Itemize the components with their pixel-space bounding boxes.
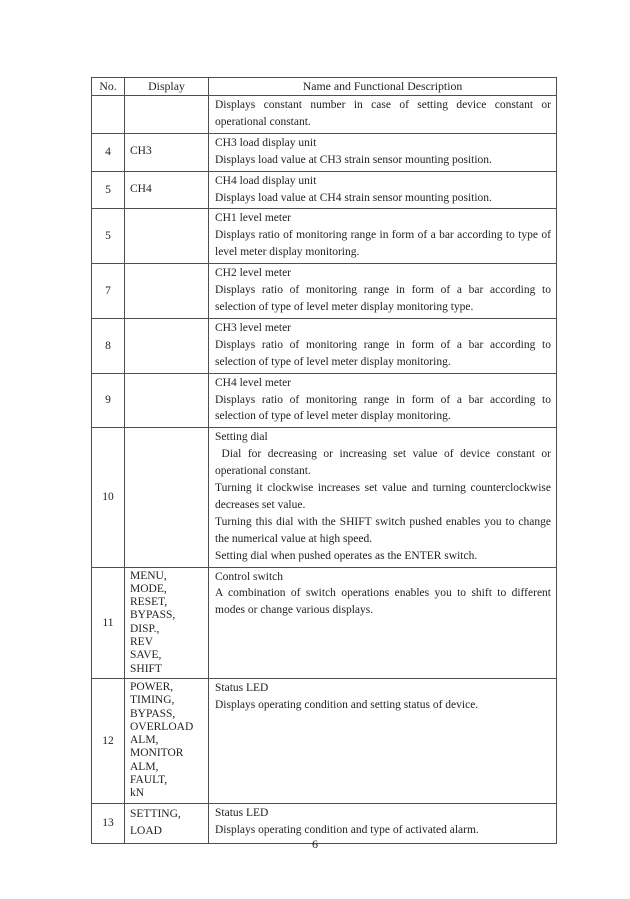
display-label: TIMING,: [130, 694, 175, 707]
description-paragraph: A combination of switch operations enables you to shift to different modes or change various displays.: [215, 587, 554, 617]
display-label: kN: [130, 787, 145, 800]
table-body: [92, 96, 557, 844]
row-number-cell: 13: [92, 803, 125, 843]
display-label: ALM,: [130, 760, 159, 773]
row-number-cell: 10: [92, 428, 125, 567]
description-paragraph: Displays operating condition and type of activated alarm.: [215, 823, 479, 836]
row-display-cell: [125, 96, 209, 134]
table-row: [92, 428, 557, 567]
display-label: RESET,: [130, 596, 168, 609]
description-paragraph: Turning this dial with the SHIFT switch pushed enables you to change the numerical value at high speed.: [215, 515, 554, 545]
description-paragraph: Displays ratio of monitoring range in form of a bar according to selection of type of level meter display monitoring.: [215, 338, 554, 368]
row-display-cell: [125, 678, 209, 803]
row-description-cell: [209, 209, 557, 264]
row-display-cell: [125, 264, 209, 319]
display-label: FAULT,: [130, 774, 168, 787]
row-description-cell: [209, 318, 557, 373]
table-row: [92, 96, 557, 134]
row-description-cell: [209, 373, 557, 428]
row-display-cell: [125, 133, 209, 171]
display-label: SAVE,: [130, 649, 162, 662]
row-number-cell: 4: [92, 133, 125, 171]
header-no: No.: [92, 78, 125, 96]
description-paragraph: Turning it clockwise increases set value and turning counterclockwise decreases set value.: [215, 482, 554, 511]
row-number-cell: 5: [92, 209, 125, 264]
row-number-cell: 12: [92, 678, 125, 803]
description-paragraph: Setting dial: [215, 431, 268, 444]
row-display-cell: [125, 209, 209, 264]
display-label: CH3: [130, 145, 152, 158]
row-number-cell: 9: [92, 373, 125, 428]
row-display-cell: [125, 567, 209, 678]
description-paragraph: Displays load value at CH4 strain sensor mounting position.: [215, 191, 492, 204]
description-paragraph: Displays load value at CH3 strain sensor mounting position.: [215, 153, 492, 166]
display-label: MODE,: [130, 582, 167, 595]
table-row: [92, 264, 557, 319]
description-paragraph: Status LED: [215, 806, 269, 819]
table-row: [92, 209, 557, 264]
display-label: POWER,: [130, 680, 174, 693]
table-row: [92, 318, 557, 373]
row-number-cell: 11: [92, 567, 125, 678]
display-label: REV: [130, 636, 153, 649]
description-paragraph: Displays ratio of monitoring range in form of a bar according to selection of type of level meter display monitoring.: [215, 393, 554, 423]
row-description-cell: [209, 567, 557, 678]
description-paragraph: CH1 level meter: [215, 212, 292, 225]
display-label: BYPASS,: [130, 609, 176, 622]
description-paragraph: CH3 level meter: [215, 321, 292, 334]
table-row: [92, 171, 557, 209]
description-paragraph: Dial for decreasing or increasing set value of device constant or operational constant.: [215, 448, 554, 478]
table-row: [92, 373, 557, 428]
description-paragraph: Control switch: [215, 570, 284, 583]
row-description-cell: [209, 678, 557, 803]
row-display-cell: [125, 373, 209, 428]
row-number-cell: 5: [92, 171, 125, 209]
display-label: MONITOR: [130, 747, 184, 760]
row-description-cell: [209, 96, 557, 134]
spec-table: [91, 77, 557, 844]
description-paragraph: Status LED: [215, 681, 269, 694]
row-description-cell: [209, 264, 557, 319]
header-display: Display: [125, 78, 209, 96]
display-label: BYPASS,: [130, 707, 176, 720]
description-paragraph: Setting dial when pushed operates as the ENTER switch.: [215, 549, 478, 562]
display-label: CH4: [130, 183, 152, 196]
row-description-cell: [209, 171, 557, 209]
display-label: ALM,: [130, 734, 159, 747]
description-paragraph: Displays ratio of monitoring range in form of a bar according to selection of type of level meter display monitoring type.: [215, 284, 554, 313]
display-label: SHIFT: [130, 662, 162, 675]
table-row: [92, 133, 557, 171]
display-label: MENU,: [130, 569, 167, 582]
description-paragraph: CH2 level meter: [215, 267, 292, 280]
row-number-cell: [92, 96, 125, 134]
row-description-cell: [209, 428, 557, 567]
description-paragraph: Displays constant number in case of setting device constant or operational constant.: [215, 99, 554, 128]
row-display-cell: [125, 428, 209, 567]
row-description-cell: [209, 133, 557, 171]
table-row: [92, 567, 557, 678]
description-paragraph: CH4 level meter: [215, 376, 292, 389]
description-paragraph: Displays ratio of monitoring range in form of a bar according to type of level meter display monitoring.: [215, 229, 554, 259]
display-label: SETTING,: [130, 807, 181, 820]
table-header-row: [92, 78, 557, 96]
row-number-cell: 7: [92, 264, 125, 319]
display-label: DISP.,: [130, 622, 160, 635]
description-paragraph: CH4 load display unit: [215, 174, 317, 187]
description-paragraph: CH3 load display unit: [215, 136, 317, 149]
page-number: 6: [312, 837, 318, 851]
row-number-cell: 8: [92, 318, 125, 373]
display-label: LOAD: [130, 825, 162, 838]
description-paragraph: Displays operating condition and setting status of device.: [215, 698, 479, 711]
header-description: Name and Functional Description: [209, 78, 557, 96]
row-display-cell: [125, 318, 209, 373]
row-display-cell: [125, 171, 209, 209]
table-row: [92, 678, 557, 803]
display-label: OVERLOAD: [130, 720, 194, 733]
